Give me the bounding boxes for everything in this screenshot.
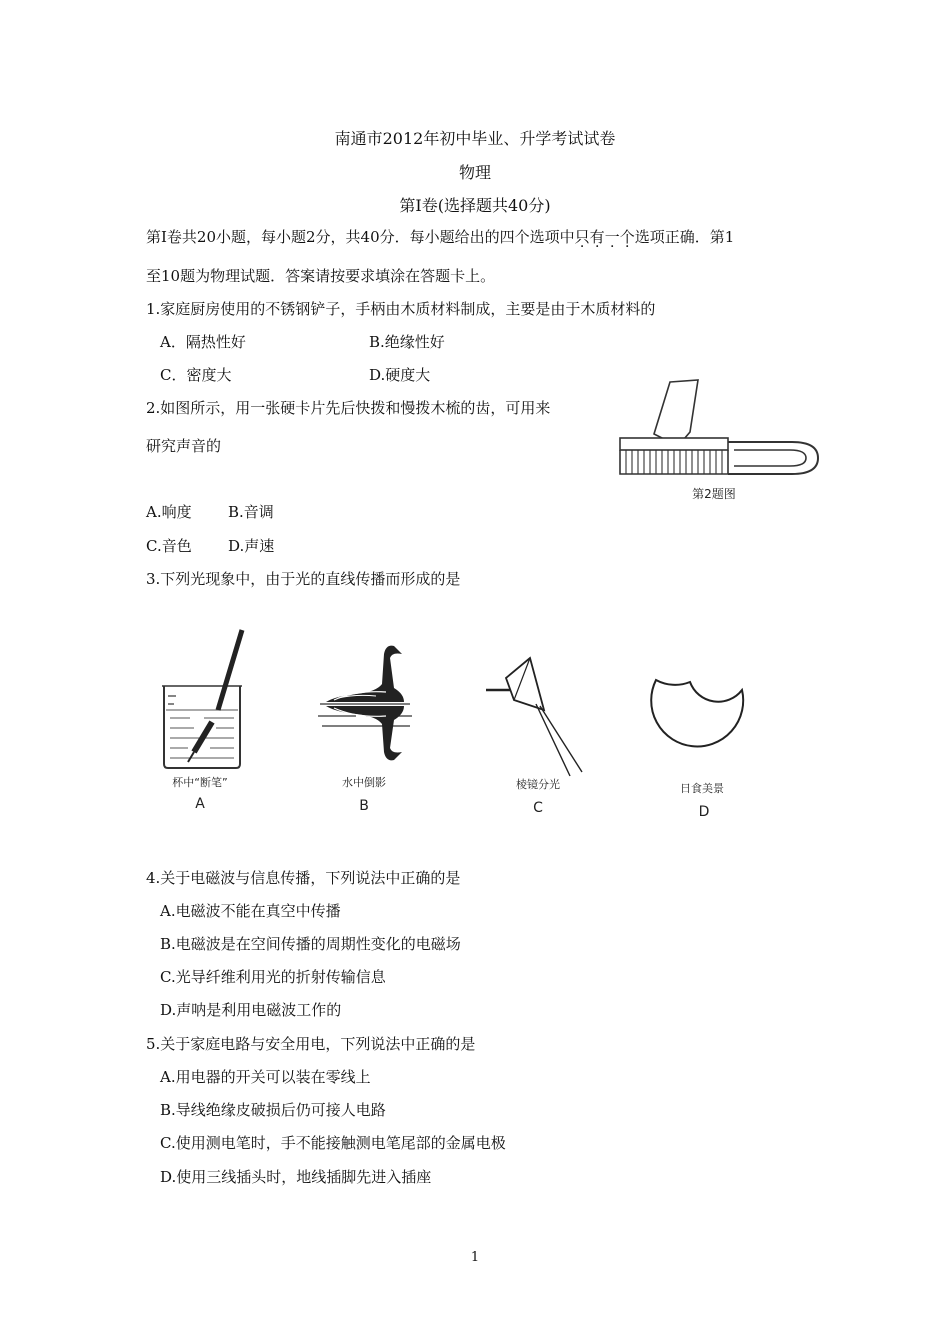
q2-option-c: C.音色: [146, 537, 192, 555]
page-number: 1: [470, 1250, 480, 1265]
instructions-text-b: 选项正确．第1: [634, 228, 735, 246]
q2-option-d: D.声速: [228, 537, 275, 555]
q2-option-a: A.响度: [146, 503, 192, 521]
q4-stem: 4.关于电磁波与信息传播，下列说法中正确的是: [146, 869, 461, 887]
figure-a-caption: 杯中“断笔”: [172, 776, 228, 789]
figure-b-reflection: [316, 640, 416, 816]
q5-option-a: A.用电器的开关可以装在零线上: [160, 1068, 371, 1086]
exam-title: 南通市2012年初中毕业、升学考试试卷: [334, 129, 616, 148]
figure-a-letter: A: [195, 796, 205, 812]
q4-option-c: C.光导纤维利用光的折射传输信息: [160, 968, 386, 986]
figure-a-beaker: [160, 626, 260, 816]
q5-option-b: B.导线绝缘皮破损后仍可接人电路: [160, 1101, 386, 1119]
goose-reflection-icon: [326, 706, 404, 760]
subject-title: 物理: [458, 163, 491, 182]
figure-d-eclipse: [644, 668, 754, 820]
instructions-line-2: 至10题为物理试题．答案请按要求填涂在答题卡上。: [146, 267, 496, 285]
beaker-icon: [162, 686, 242, 768]
q1-option-a: A．隔热性好: [160, 333, 246, 351]
q1-option-d: D.硬度大: [369, 366, 431, 384]
q4-option-a: A.电磁波不能在真空中传播: [160, 902, 341, 920]
figure-d-caption: 日食美景: [680, 782, 724, 795]
q2-stem-line-1: 2.如图所示，用一张硬卡片先后快拨和慢拨木梳的齿，可用来: [146, 399, 551, 417]
figure-b-letter: B: [359, 798, 369, 814]
figure-caption: 第2题图: [692, 487, 736, 501]
pen-icon: [188, 630, 242, 762]
q1-option-c: C．密度大: [160, 366, 232, 384]
instructions-text-a: 第Ⅰ卷共20小题，每小题2分，共40分．每小题给出的四个选项中: [146, 228, 575, 246]
spectrum-rays: [536, 704, 582, 776]
figure-d-letter: D: [698, 804, 710, 820]
figure-c-letter: C: [533, 800, 543, 816]
section-title: 第Ⅰ卷(选择题共40分): [399, 196, 551, 215]
emphasis-char: 个: [619, 228, 635, 246]
q5-stem: 5.关于家庭电路与安全用电，下列说法中正确的是: [146, 1035, 476, 1053]
q3-stem: 3.下列光现象中，由于光的直线传播而形成的是: [146, 570, 461, 588]
q1-stem: 1.家庭厨房使用的不锈钢铲子，手柄由木质材料制成，主要是由于木质材料的: [146, 300, 656, 318]
q1-option-b: B.绝缘性好: [369, 333, 445, 351]
q5-option-d: D.使用三线插头时，地线插脚先进入插座: [160, 1168, 432, 1186]
figure-c-caption: 棱镜分光: [516, 778, 560, 791]
eclipse-icon: [651, 680, 743, 746]
q5-option-c: C.使用测电笔时，手不能接触测电笔尾部的金属电极: [160, 1134, 506, 1152]
figure-b-caption: 水中倒影: [342, 776, 386, 789]
q4-option-d: D.声呐是利用电磁波工作的: [160, 1001, 342, 1019]
emphasis-char: 只: [574, 228, 590, 246]
card-icon: [654, 380, 698, 446]
q2-option-b: B.音调: [228, 503, 274, 521]
comb-icon: [620, 438, 818, 474]
comb-figure: [612, 376, 822, 504]
q4-option-b: B.电磁波是在空间传播的周期性变化的电磁场: [160, 935, 461, 953]
figure-c-prism: [484, 656, 594, 820]
goose-icon: [326, 646, 404, 702]
emphasis-char: 一: [604, 228, 620, 246]
instructions-line-1: [146, 226, 734, 247]
prism-icon: [506, 658, 544, 710]
emphasis-char: 有: [589, 228, 605, 246]
q2-stem-line-2: 研究声音的: [146, 437, 222, 455]
